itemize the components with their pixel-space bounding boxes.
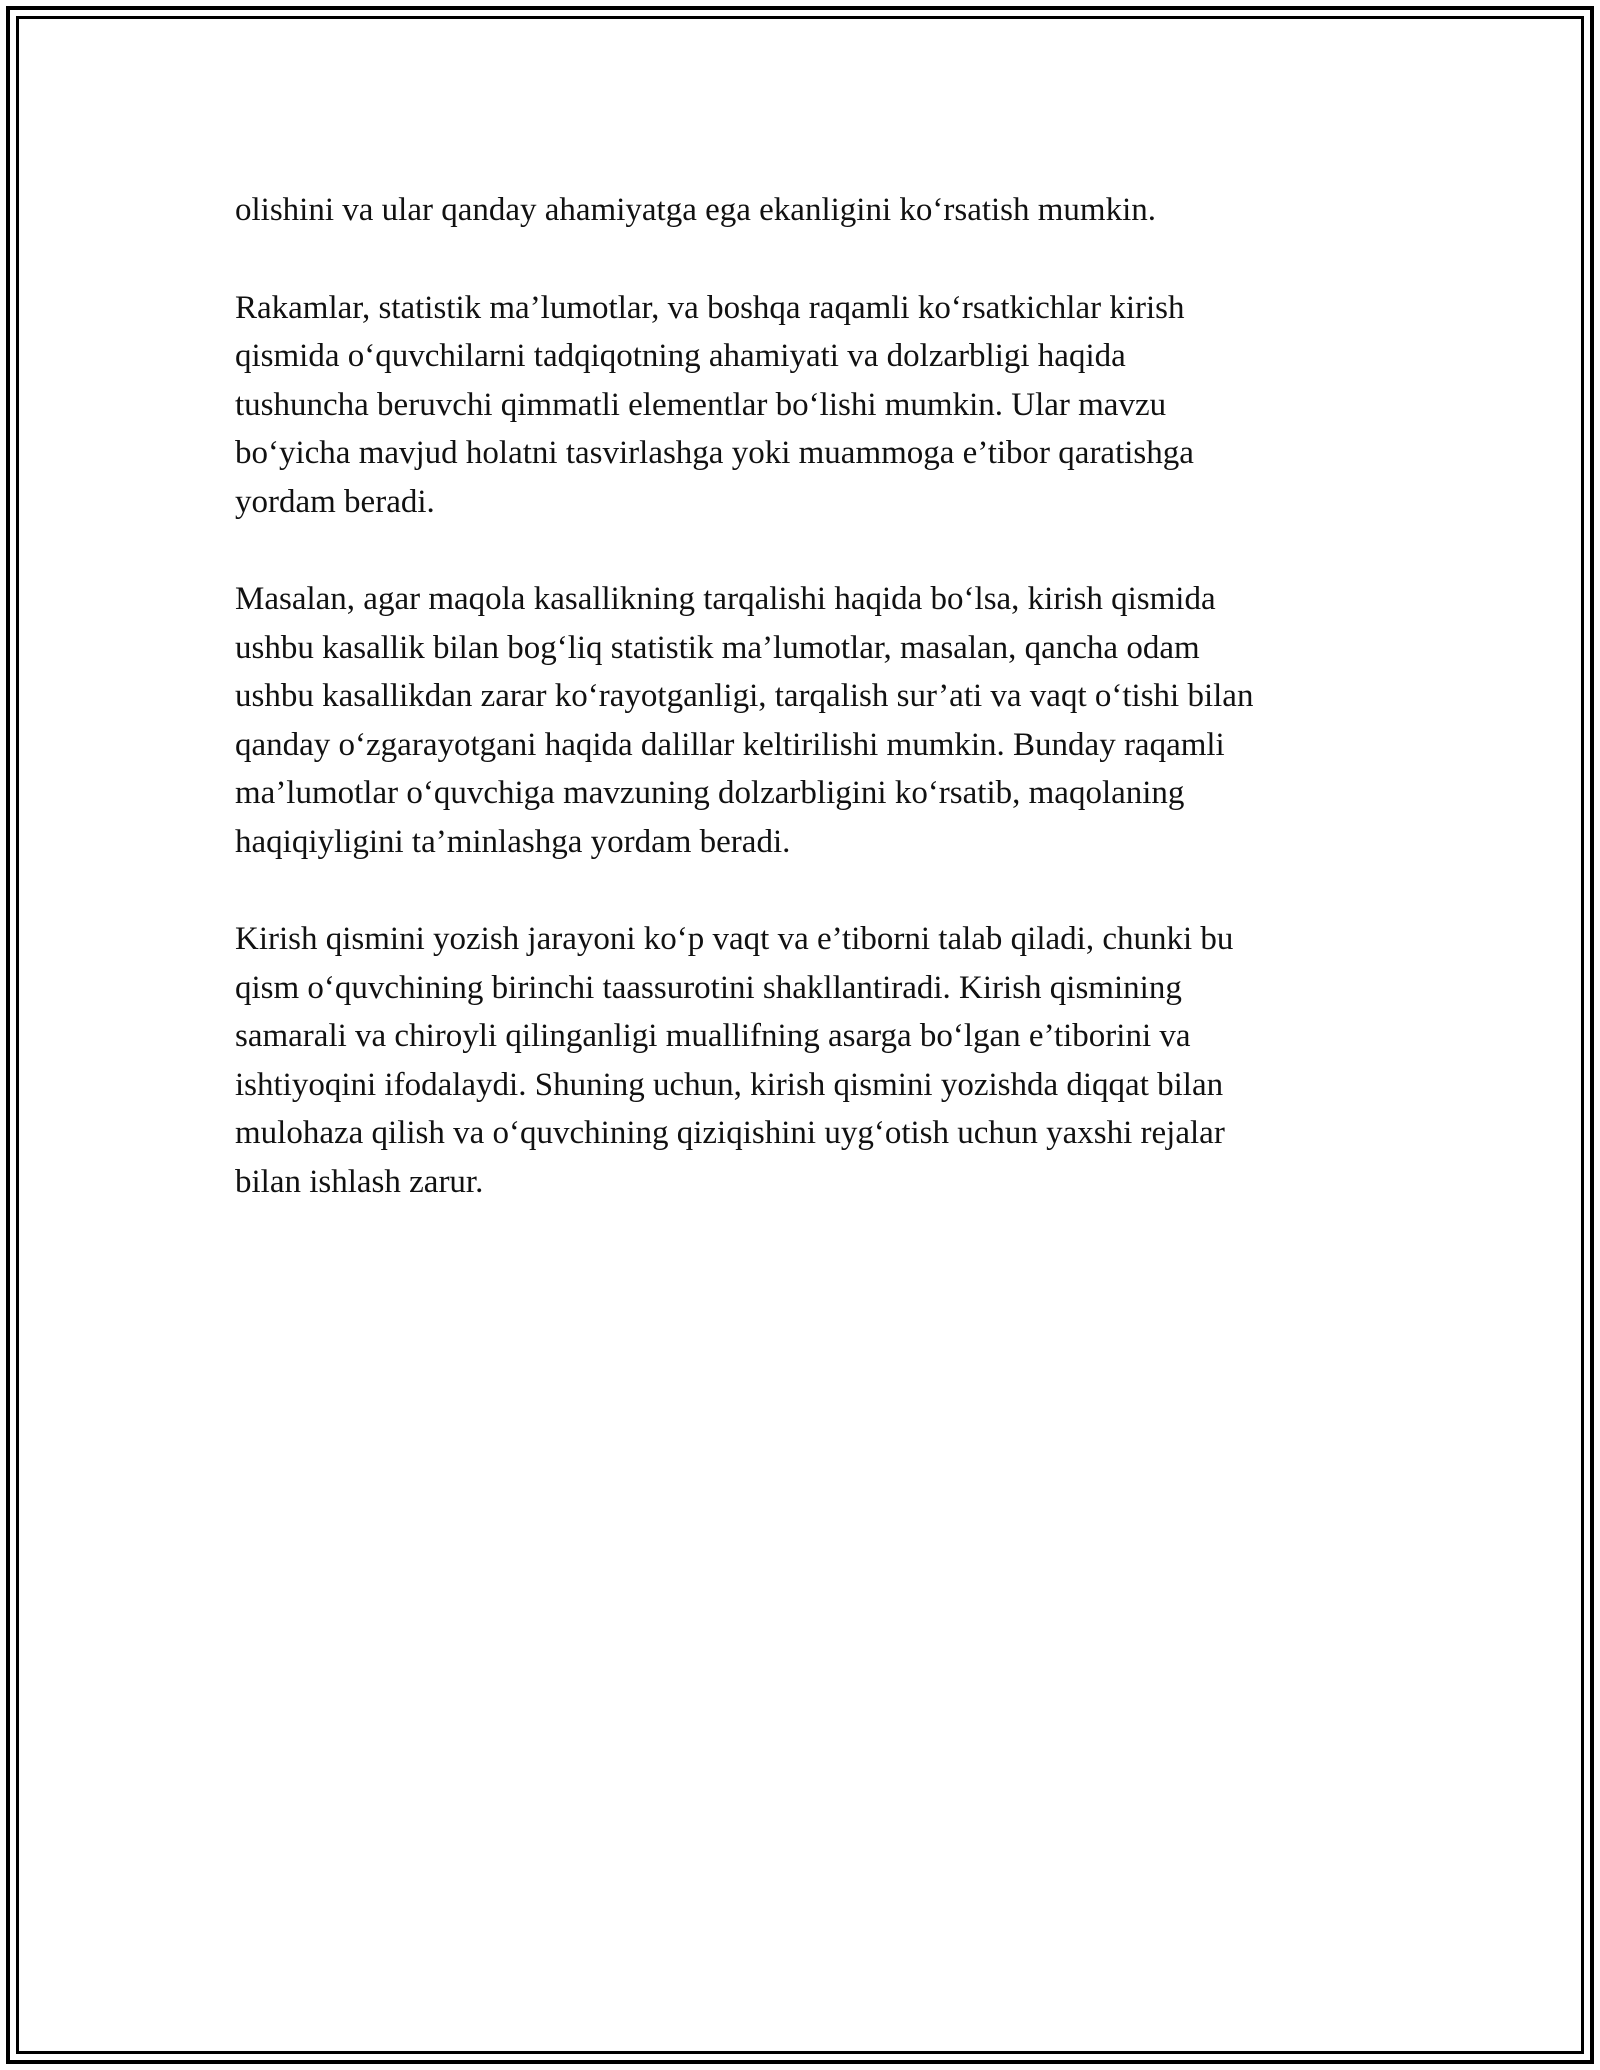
text-line: samarali va chiroyli qilinganligi muallifning asarga bo‘lgan e’tiborini va bbox=[235, 1018, 1191, 1054]
text-line: ushbu kasallik bilan bog‘liq statistik ma’lumotlar, masalan, qancha odam bbox=[235, 629, 1200, 666]
text-line: ma’lumotlar o‘quvchiga mavzuning dolzarbligini ko‘rsatib, maqolaning bbox=[235, 775, 1185, 811]
text-line: bo‘yicha mavjud holatni tasvirlashga yoki muammoga e’tibor qaratishga bbox=[235, 435, 1194, 471]
text-line: mulohaza qilish va o‘quvchining qiziqishini uyg‘otish uchun yaxshi rejalar bbox=[235, 1115, 1225, 1151]
text-line: Rakamlar, statistik ma’lumotlar, va boshqa raqamli ko‘rsatkichlar kirish bbox=[235, 289, 1185, 326]
text-line: qanday o‘zgarayotgani haqida dalillar keltirilishi mumkin. Bunday raqamli bbox=[235, 726, 1225, 763]
text-line: bilan ishlash zarur. bbox=[235, 1163, 484, 1200]
paragraph-1 bbox=[235, 186, 1375, 235]
paragraph-3 bbox=[235, 575, 1375, 866]
paragraph-4 bbox=[235, 915, 1375, 1206]
text-line: yordam beradi. bbox=[235, 483, 435, 520]
text-line: tushuncha beruvchi qimmatli elementlar bo‘lishi mumkin. Ular mavzu bbox=[235, 386, 1167, 423]
text-line: haqiqiyligini ta’minlashga yordam beradi. bbox=[235, 823, 791, 860]
text-line: qism o‘quvchining birinchi taassurotini shakllantiradi. Kirish qismining bbox=[235, 969, 1182, 1006]
text-line: Kirish qismini yozish jarayoni ko‘p vaqt va e’tiborni talab qiladi, chunki bu bbox=[235, 921, 1234, 957]
text-line: qismida o‘quvchilarni tadqiqotning ahamiyati va dolzarbligi haqida bbox=[235, 338, 1126, 374]
document-body bbox=[235, 186, 1375, 1255]
text-line: ushbu kasallikdan zarar ko‘rayotganligi, tarqalish sur’ati va vaqt o‘tishi bilan bbox=[235, 678, 1254, 714]
text-line: ishtiyoqini ifodalaydi. Shuning uchun, kirish qismini yozishda diqqat bilan bbox=[235, 1066, 1224, 1103]
text-line: Masalan, agar maqola kasallikning tarqalishi haqida bo‘lsa, kirish qismida bbox=[235, 581, 1216, 617]
paragraph-2 bbox=[235, 284, 1375, 527]
text-line: olishini va ular qanday ahamiyatga ega ekanligini ko‘rsatish mumkin. bbox=[235, 192, 1157, 228]
